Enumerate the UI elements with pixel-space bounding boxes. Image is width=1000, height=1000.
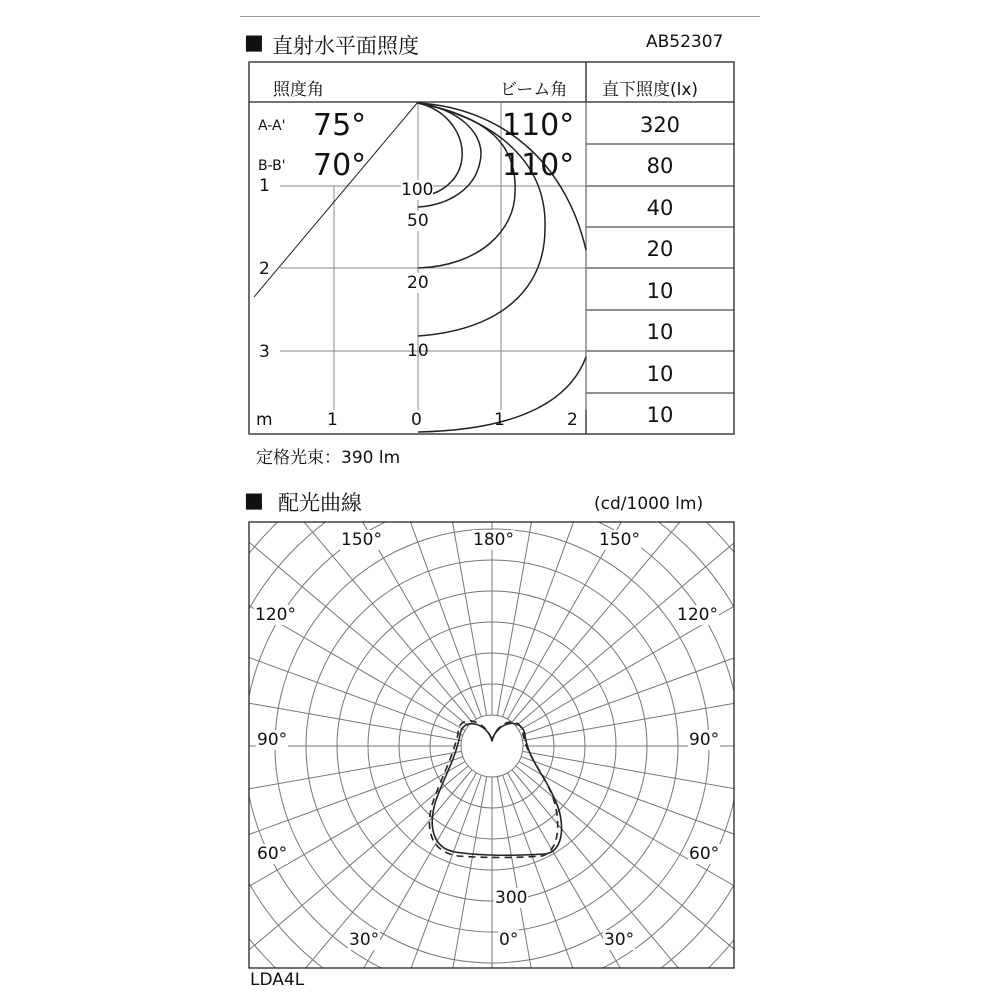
row-b-illum-angle: 70°: [313, 148, 367, 183]
polar-spoke: [222, 424, 472, 722]
rated-flux: 定格光束：390 lm: [256, 448, 401, 468]
polar-spoke: [512, 424, 762, 722]
row-b-label: B-B': [258, 158, 286, 174]
contour-label: 20: [407, 273, 429, 293]
illuminance-value: 80: [646, 154, 674, 178]
polar-spoke: [170, 476, 468, 726]
illuminance-value: 320: [639, 113, 681, 137]
x-tick: 2: [567, 410, 578, 430]
polar-unit: (cd/1000 lm): [594, 494, 704, 514]
polar-spoke: [282, 773, 477, 1000]
x-tick: 1: [494, 410, 505, 430]
polar-spoke: [348, 775, 481, 1000]
beam-angle-header: ビーム角: [500, 80, 568, 100]
x-tick: 0: [411, 410, 422, 430]
angle-label: 60°: [689, 844, 720, 864]
illuminance-value: 20: [646, 237, 674, 261]
polar-spoke: [512, 770, 762, 1000]
angle-label: 120°: [255, 605, 296, 625]
contour-label: 10: [407, 341, 429, 361]
polar-spoke: [419, 777, 487, 1000]
angle-label: 90°: [689, 730, 720, 750]
direct-illuminance-header: 直下照度(lx): [602, 80, 699, 100]
polar-spoke: [78, 751, 461, 819]
row-a-illum-angle: 75°: [313, 108, 367, 143]
angle-label: 120°: [677, 605, 718, 625]
polar-spoke: [497, 332, 565, 715]
y-tick: 1: [259, 176, 270, 196]
curve-a-solid: [432, 723, 561, 855]
angle-label: 30°: [604, 930, 635, 950]
polar-spoke: [523, 751, 906, 819]
y-tick: 3: [259, 342, 270, 362]
polar-spoke: [128, 536, 465, 731]
section2-bullet: ■: [244, 488, 264, 512]
y-tick: 2: [259, 259, 270, 279]
polar-spoke: [521, 757, 887, 890]
illuminance-value: 10: [646, 403, 674, 427]
angle-label: 90°: [257, 730, 288, 750]
lamp-model: LDA4L: [250, 970, 305, 990]
polar-spoke: [419, 332, 487, 715]
angle-label: 30°: [349, 930, 380, 950]
illuminance-value: 40: [646, 196, 674, 220]
polar-spoke: [508, 773, 703, 1000]
row-b-beam-angle: 110°: [502, 148, 575, 183]
angle-label: 150°: [341, 530, 382, 550]
angle-label: 0°: [499, 930, 519, 950]
x-unit: m: [256, 410, 273, 430]
scale-label: 300: [495, 888, 528, 908]
polar-spoke: [516, 476, 814, 726]
angle-label: 60°: [257, 844, 288, 864]
section1-bullet: ■: [244, 30, 264, 54]
contour-label: 50: [407, 211, 429, 231]
polar-spoke: [519, 536, 856, 731]
angle-label: 180°: [473, 530, 514, 550]
model-code: AB52307: [646, 32, 724, 52]
polar-spoke: [128, 762, 465, 957]
polar-spoke: [508, 382, 703, 719]
row-a-beam-angle: 110°: [502, 108, 575, 143]
x-tick: 1: [327, 410, 338, 430]
distribution-curves: [429, 721, 561, 858]
polar-spoke: [282, 382, 477, 719]
contour-label: 100: [401, 180, 434, 200]
polar-grid: [72, 326, 912, 1000]
polar-spoke: [97, 757, 463, 890]
illuminance-value: 10: [646, 362, 674, 386]
section1-title: 直射水平面照度: [272, 34, 419, 58]
angle-label: 150°: [599, 530, 640, 550]
illum-angle-header: 照度角: [273, 80, 324, 100]
section2-title: 配光曲線: [278, 491, 362, 515]
row-a-label: A-A': [258, 118, 286, 134]
illuminance-value: 10: [646, 279, 674, 303]
illuminance-value: 10: [646, 320, 674, 344]
curve-b-dashed: [429, 721, 557, 858]
